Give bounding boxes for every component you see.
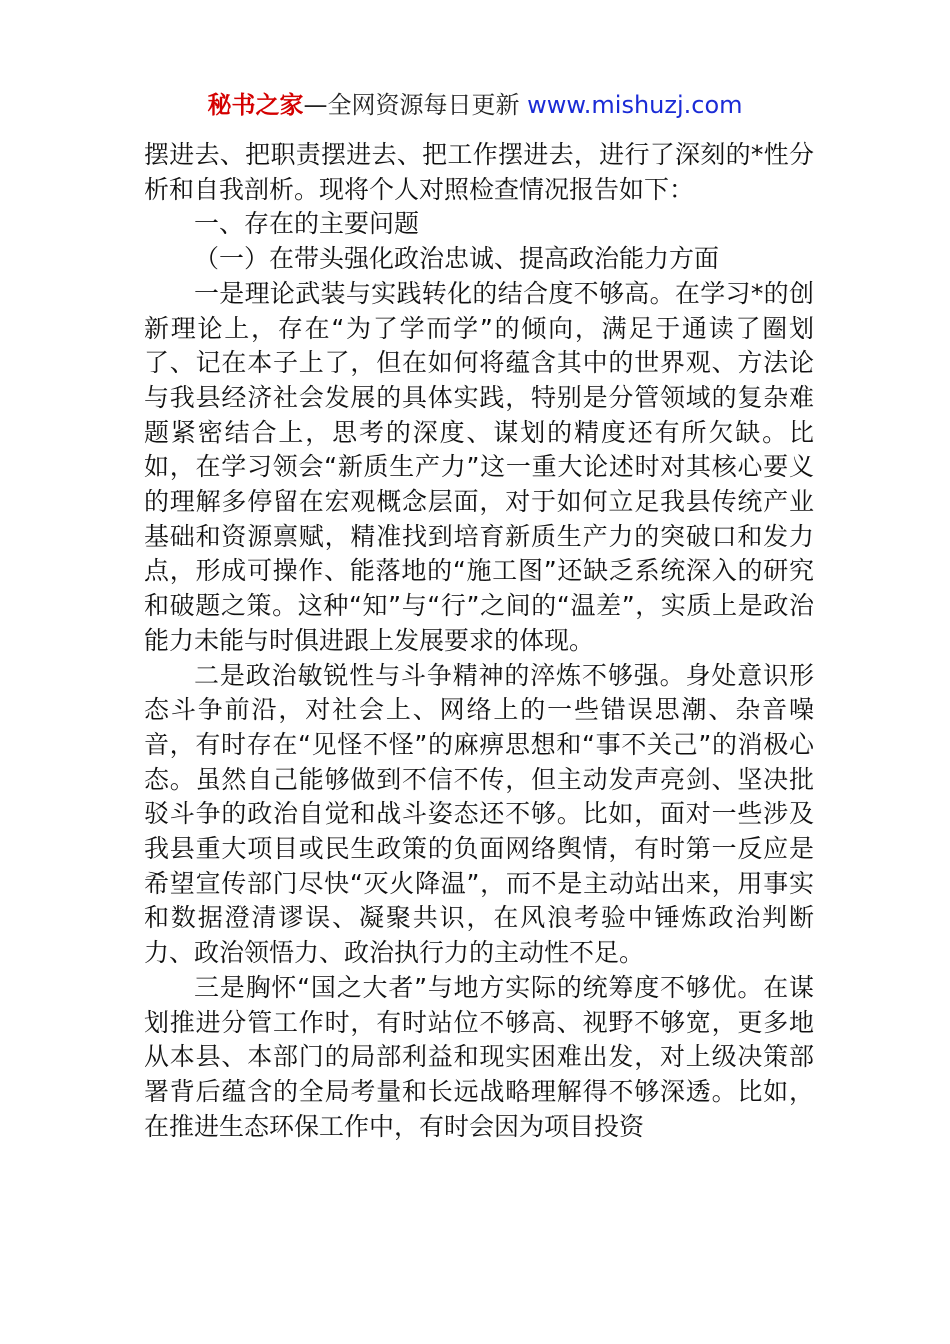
document-body (144, 138, 814, 1144)
site-url[interactable]: www.mishuzj.com (527, 91, 743, 119)
paragraph-point-two: 二是政治敏锐性与斗争精神的淬炼不够强。身处意识形态斗争前沿，对社会上、网络上的一些错误思潮、杂音噪音，有时存在“见怪不怪”的麻痹思想和“事不关己”的消极心态。虽然自己能够做到不信不传，但主动发声亮剑、坚决批驳斗争的政治自觉和战斗姿态还不够。比如，面对一些涉及我县重大项目或民生政策的负面网络舆情，有时第一反应是希望宣传部门尽快“灭火降温”，而不是主动站出来，用事实和数据澄清谬误、凝聚共识，在风浪考验中锤炼政治判断力、政治领悟力、政治执行力的主动性不足。 (144, 660, 814, 968)
site-tagline: 全网资源每日更新 (327, 91, 520, 119)
watermark-header (0, 88, 950, 122)
section-heading: 一、存在的主要问题 (194, 209, 420, 239)
header-dash: — (303, 91, 328, 119)
paragraph-intro-continuation: 摆进去、把职责摆进去、把工作摆进去，进行了深刻的*性分析和自我剖析。现将个人对照检查情况报告如下： (144, 140, 814, 204)
site-brand: 秘书之家 (207, 91, 304, 119)
subsection-heading: （一）在带头强化政治忠诚、提高政治能力方面 (194, 244, 720, 274)
paragraph-point-one: 一是理论武装与实践转化的结合度不够高。在学习*的创新理论上，存在“为了学而学”的倾向，满足于通读了圈划了、记在本子上了，但在如何将蕴含其中的世界观、方法论与我县经济社会发展的具体实践，特别是分管领域的复杂难题紧密结合上，思考的深度、谋划的精度还有所欠缺。比如，在学习领会“新质生产力”这一重大论述时对其核心要义的理解多停留在宏观概念层面，对于如何立足我县传统产业基础和资源禀赋，精准找到培育新质生产力的突破口和发力点，形成可操作、能落地的“施工图”还缺乏系统深入的研究和破题之策。这种“知”与“行”之间的“温差”，实质上是政治能力未能与时俱进跟上发展要求的体现。 (144, 278, 814, 655)
paragraph-point-three: 三是胸怀“国之大者”与地方实际的统筹度不够优。在谋划推进分管工作时，有时站位不够高、视野不够宽，更多地从本县、本部门的局部利益和现实困难出发，对上级决策部署背后蕴含的全局考量和长远战略理解得不够深透。比如，在推进生态环保工作中，有时会因为项目投资 (144, 972, 814, 1141)
